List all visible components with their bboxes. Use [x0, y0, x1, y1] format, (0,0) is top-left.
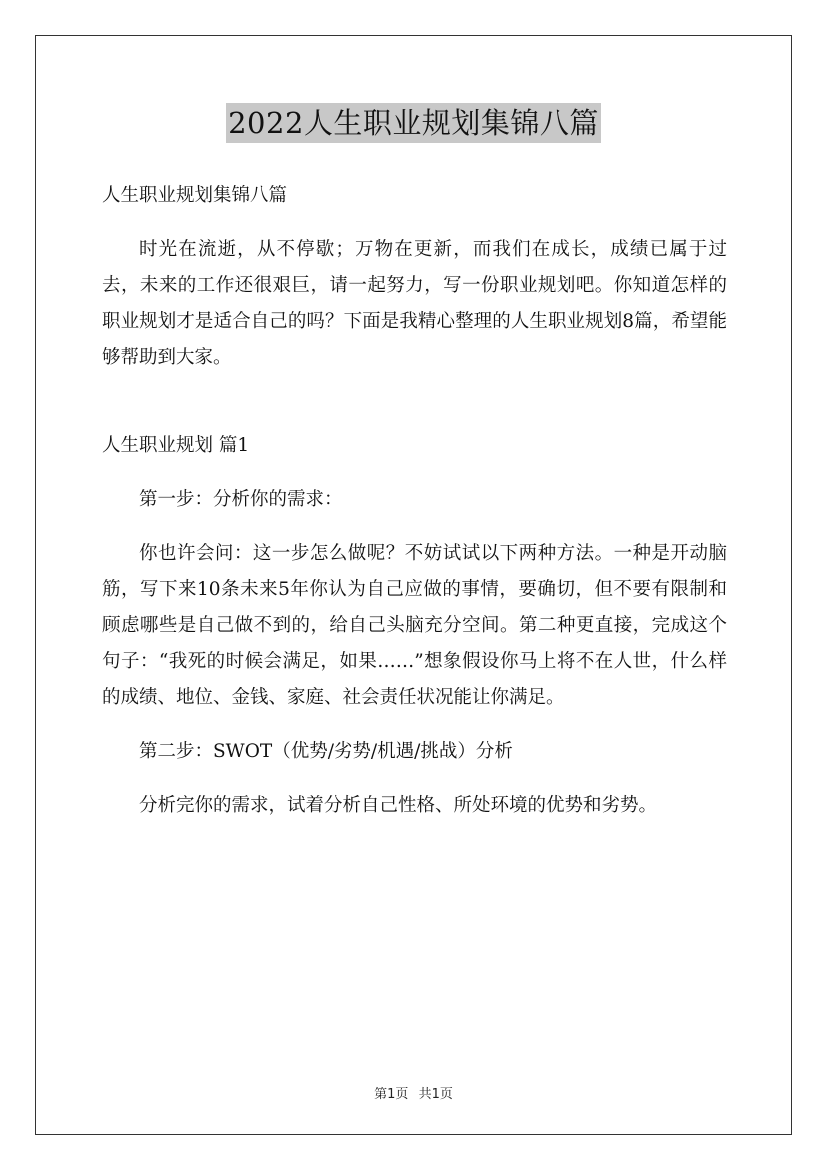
intro-paragraph: 时光在流逝，从不停歇；万物在更新，而我们在成长，成绩已属于过去，未来的工作还很艰巨，请一起努力，写一份职业规划吧。你知道怎样的职业规划才是适合自己的吗？下面是我精心整理的人生职业规划8篇，希望能够帮助到大家。 [102, 239, 727, 368]
page-total: 共1页 [418, 1087, 453, 1102]
document-subtitle: 人生职业规划集锦八篇 [102, 185, 288, 206]
page-footer [0, 1083, 827, 1102]
document-title: 2022人生职业规划集锦八篇 [226, 103, 601, 143]
step-two-heading: 第二步：SWOT（优势/劣势/机遇/挑战）分析 [139, 741, 513, 762]
step-one-paragraph: 你也许会问：这一步怎么做呢？不妨试试以下两种方法。一种是开动脑筋，写下来10条未来5年你认为自己应做的事情，要确切，但不要有限制和顾虑哪些是自己做不到的，给自己头脑充分空间。第二种更直接，完成这个句子：“我死的时候会满足，如果……”想象假设你马上将不在人世，什么样的成绩、地位、金钱、家庭、社会责任状况能让你满足。 [102, 543, 727, 708]
section-heading: 人生职业规划 篇1 [102, 435, 250, 456]
document-body [102, 178, 727, 842]
step-two-paragraph: 分析完你的需求，试着分析自己性格、所处环境的优势和劣势。 [139, 795, 658, 816]
step-one-heading: 第一步：分析你的需求： [139, 489, 343, 510]
page-current: 第1页 [374, 1087, 409, 1102]
title-container [0, 103, 827, 143]
